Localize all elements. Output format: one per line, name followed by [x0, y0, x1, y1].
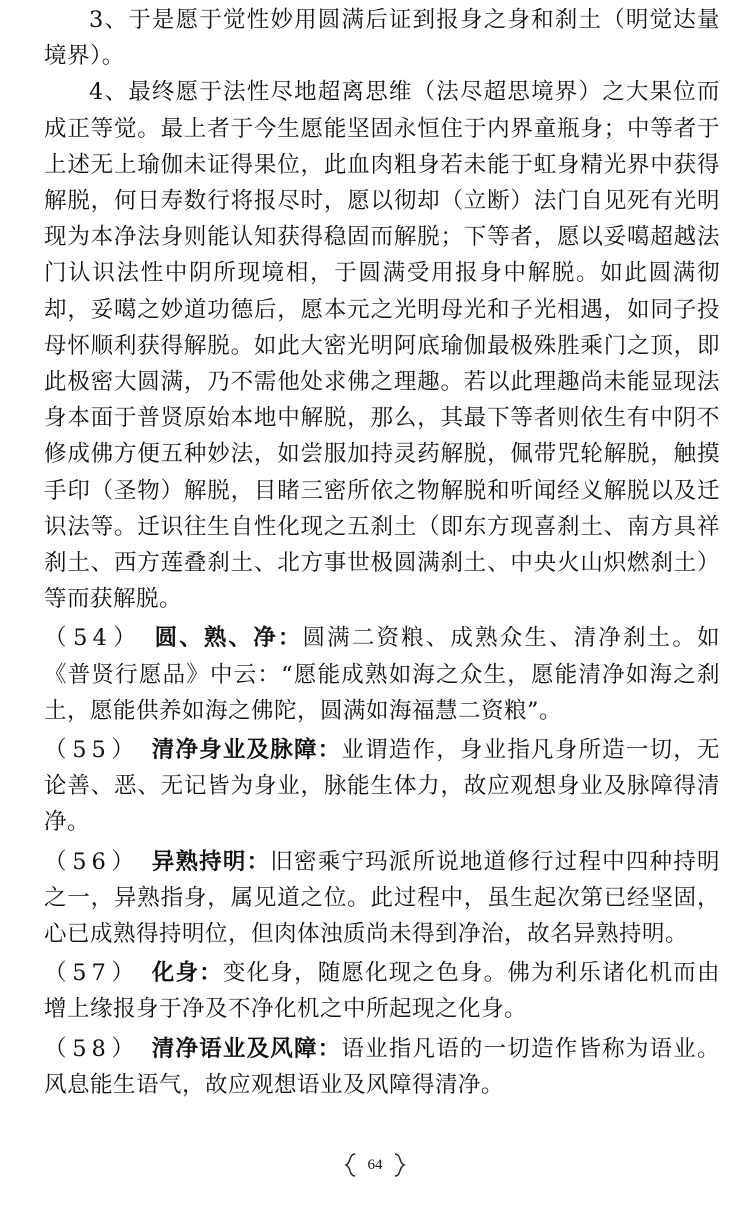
note-number: （54） [44, 625, 143, 652]
note-entry-56 [44, 844, 720, 953]
note-entry-58 [44, 1031, 720, 1103]
note-entry-55 [44, 732, 720, 841]
note-entry-57 [44, 955, 720, 1027]
note-number: （57） [44, 960, 140, 987]
note-text: 业谓造作，身业指凡身所造一切，无论善、恶、无记皆为身业，脉能生体力，故应观想身业及脉障得清净。 [44, 737, 720, 836]
document-page [44, 0, 720, 1103]
note-number: （56） [44, 848, 140, 875]
paragraph-4: 4、最终愿于法性尽地超离思维（法尽超思境界）之大果位而成正等觉。最上者于今生愿能坚固永恒住于内界童瓶身；中等者于上述无上瑜伽未证得果位，此血肉粗身若未能于虹身精光界中获得解脱，何日寿数行将报尽时，愿以彻却（立断）法门自见死有光明现为本净法身则能认知获得稳固而解脱；下等者，愿以妥噶超越法门认识法性中阴所现境相，于圆满受用报身中解脱。如此圆满彻却，妥噶之妙道功德后，愿本元之光明母光和子光相遇，如同子投母怀顺利获得解脱。如此大密光明阿底瑜伽最极殊胜乘门之顶，即此极密大圆满，乃不需他处求佛之理趣。若以此理趣尚未能显现法身本面于普贤原始本地中解脱，那么，其最下等者则依生有中阴不修成佛方便五种妙法，如尝服加持灵药解脱，佩带咒轮解脱，触摸手印（圣物）解脱，目睹三密所依之物解脱和听闻经义解脱以及迁识法等。迁识往生自性化现之五刹土（即东方现喜刹土、南方具祥刹土、西方莲叠刹土、北方事世极圆满刹土、中央火山炽燃刹土）等而获解脱。 [44, 79, 720, 613]
note-number: （58） [44, 1035, 140, 1062]
page-footer [0, 1152, 750, 1178]
note-text: 语业指凡语的一切造作皆称为语业。风息能生语气，故应观想语业及风障得清净。 [44, 1035, 720, 1098]
note-entry-54 [44, 620, 720, 729]
left-brace-icon [342, 1152, 358, 1178]
paragraph-3: 3、于是愿于觉性妙用圆满后证到报身之身和刹土（明觉达量境界）。 [44, 7, 720, 70]
note-number: （55） [44, 737, 140, 764]
note-term: 化身： [151, 960, 223, 987]
note-term: 清净身业及脉障： [151, 737, 342, 764]
note-text: 变化身，随愿化现之色身。佛为利乐诸化机而由增上缘报身于净及不净化机之中所起现之化身。 [44, 960, 720, 1023]
note-text: 旧密乘宁玛派所说地道修行过程中四种持明之一，异熟指身，属见道之位。此过程中，虽生起次第已经坚固，心已成熟得持明位，但肉体浊质尚未得到净治，故名异熟持明。 [44, 848, 720, 948]
note-term: 异熟持明： [151, 848, 271, 875]
note-text: 圆满二资粮、成熟众生、清净刹土。如《普贤行愿品》中云：“愿能成熟如海之众生，愿能清净如海之刹土，愿能供养如海之佛陀，圆满如海福慧二资粮”。 [44, 625, 720, 724]
page-number: 64 [367, 1156, 383, 1173]
note-term: 清净语业及风障： [151, 1035, 342, 1062]
note-term: 圆、熟、净： [154, 625, 303, 652]
right-brace-icon [392, 1152, 408, 1178]
